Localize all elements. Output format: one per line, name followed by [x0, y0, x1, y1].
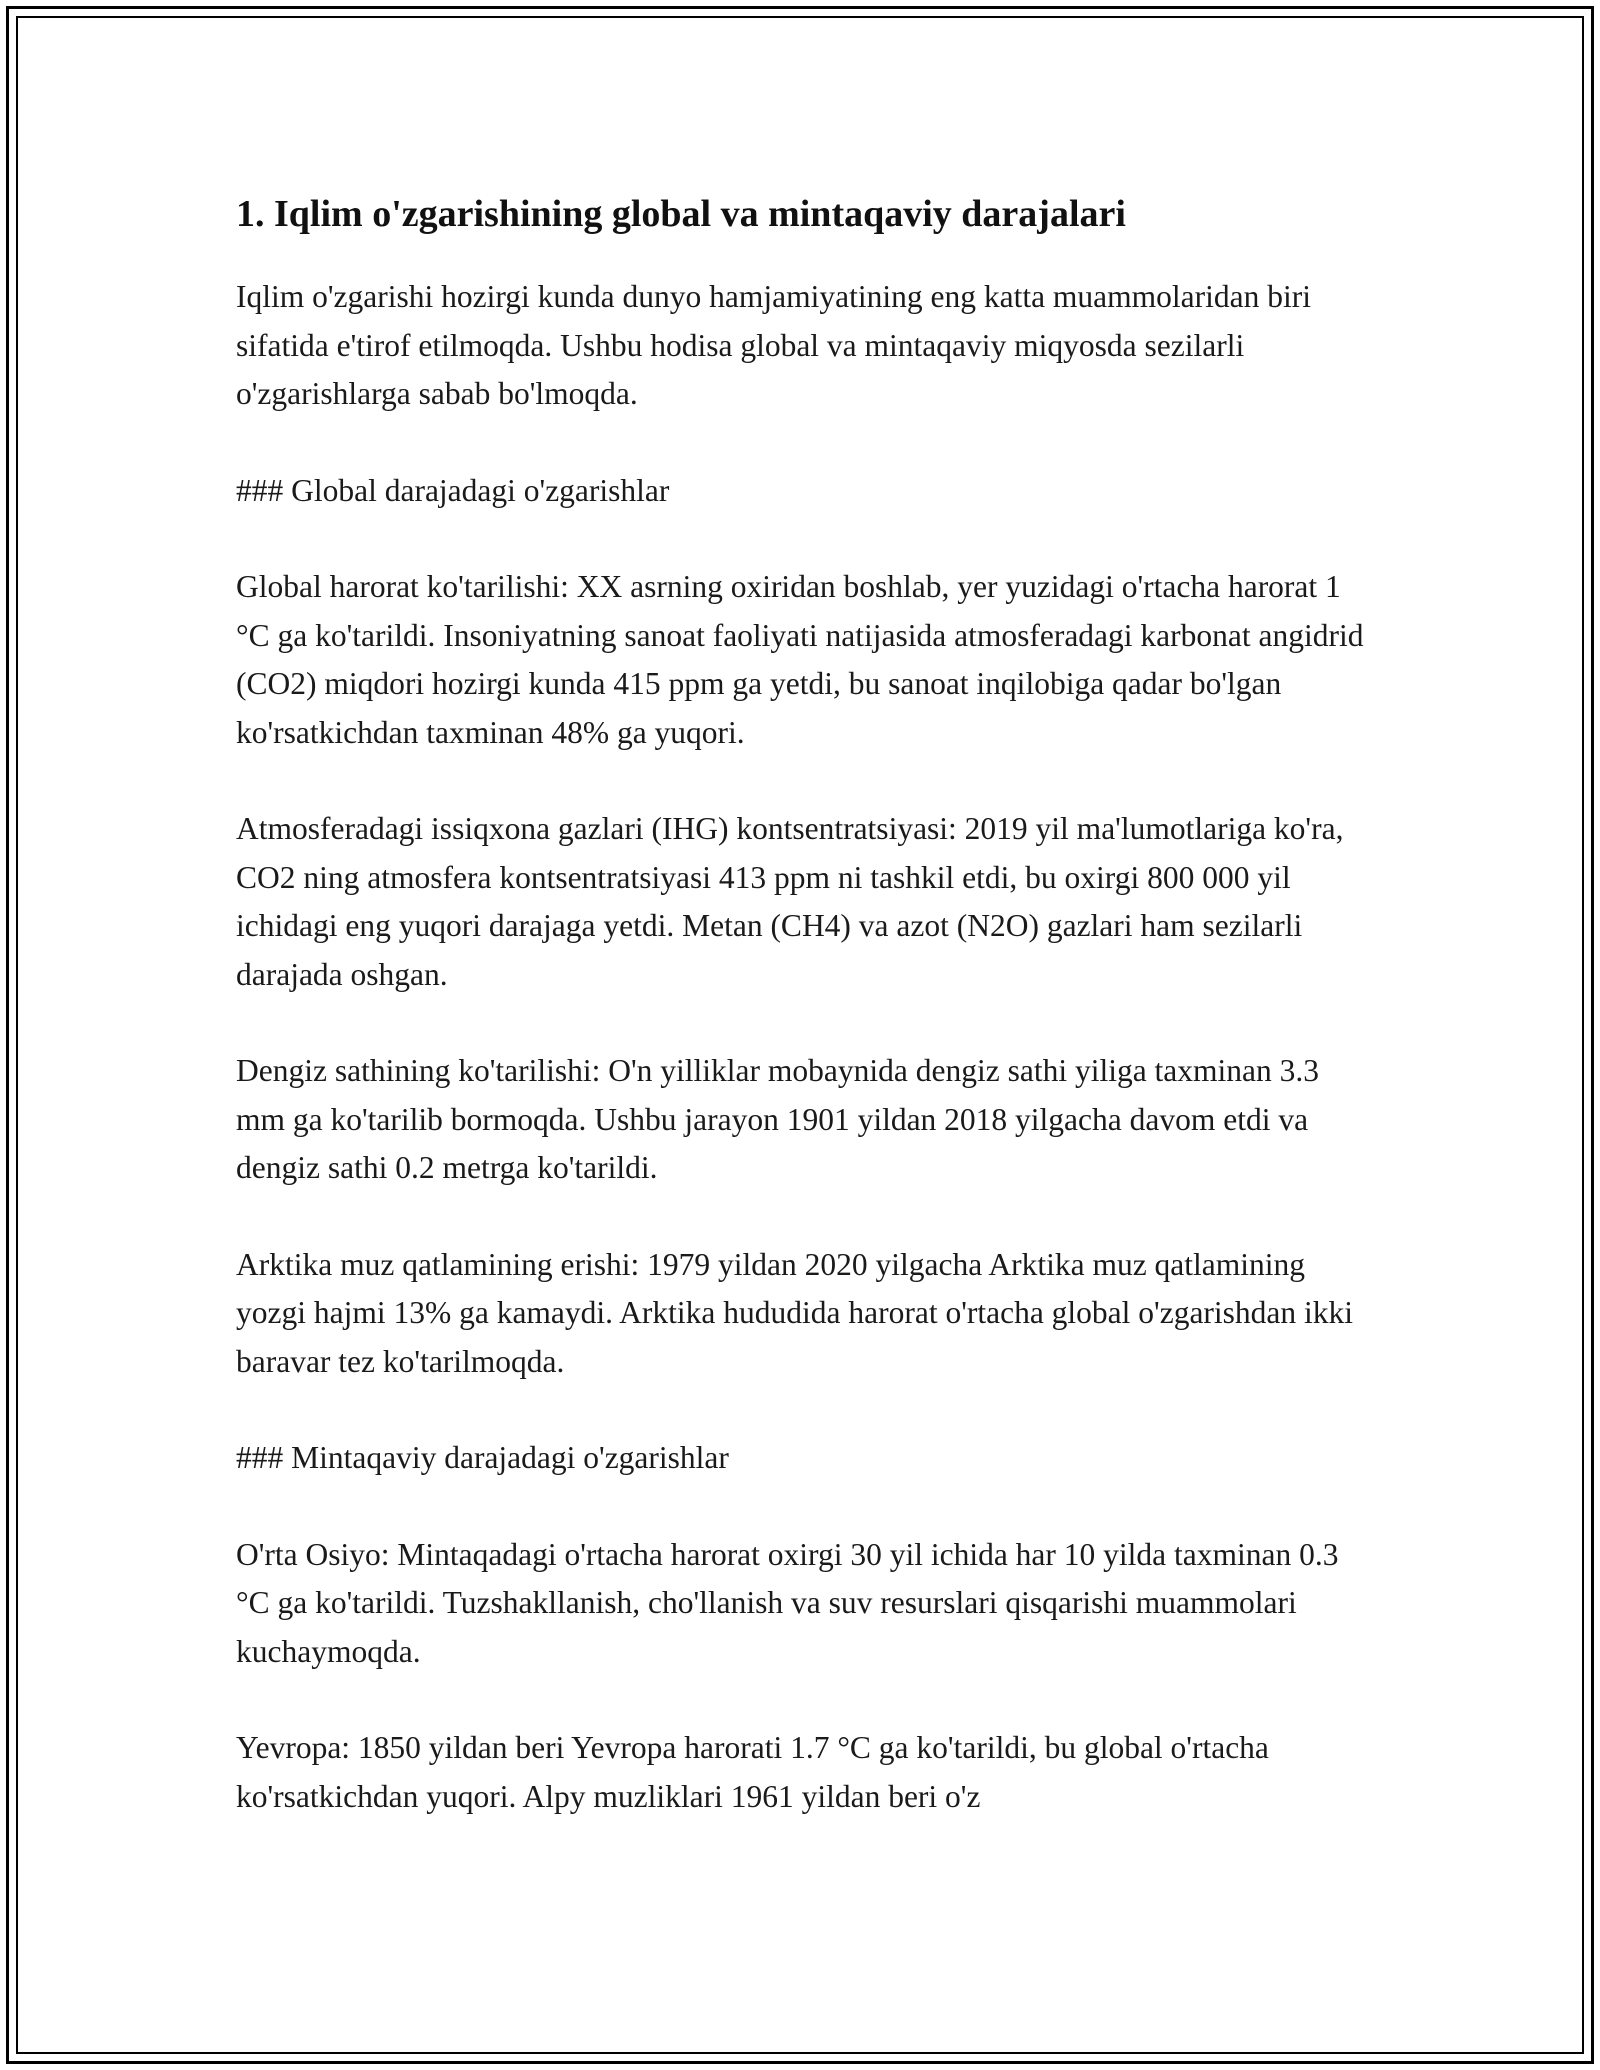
- global-temperature-paragraph: Global harorat ko'tarilishi: XX asrning oxiridan boshlab, yer yuzidagi o'rtacha harorat 1 °C ga ko'tarildi. Insoniyatning sanoat faoliyati natijasida atmosferadagi karbonat angidrid (CO2) miqdori hozirgi kunda 415 ppm ga yetdi, bu sanoat inqilobiga qadar bo'lgan ko'rsatkichdan taxminan 48% ga yuqori.: [236, 569, 1364, 750]
- arctic-ice-paragraph: Arktika muz qatlamining erishi: 1979 yildan 2020 yilgacha Arktika muz qatlamining yozgi hajmi 13% ga kamaydi. Arktika hududida harorat o'rtacha global o'zgarishdan ikki baravar tez ko'tarilmoqda.: [236, 1246, 1354, 1379]
- document-title: 1. Iqlim o'zgarishining global va mintaqaviy darajalari: [236, 193, 1126, 235]
- greenhouse-gases-paragraph: Atmosferadagi issiqxona gazlari (IHG) kontsentratsiyasi: 2019 yil ma'lumotlariga ko'ra, CO2 ning atmosfera kontsentratsiyasi 413 ppm ni tashkil etdi, bu oxirgi 800 000 yil ichidagi eng yuqori darajaga yetdi. Metan (CH4) va azot (N2O) gazlari ham sezilarli darajada oshgan.: [236, 811, 1344, 992]
- global-changes-heading: ### Global darajadagi o'zgarishlar: [236, 472, 670, 508]
- intro-paragraph: Iqlim o'zgarishi hozirgi kunda dunyo hamjamiyatining eng katta muammolaridan biri sifatida e'tirof etilmoqda. Ushbu hodisa global va mintaqaviy miqyosda sezilarli o'zgarishlarga sabab bo'lmoqda.: [236, 279, 1311, 411]
- sea-level-paragraph: Dengiz sathining ko'tarilishi: O'n yilliklar mobaynida dengiz sathi yiliga taxminan 3.3 mm ga ko'tarilib bormoqda. Ushbu jarayon 1901 yildan 2018 yilgacha davom etdi va dengiz sathi 0.2 metrga ko'tarildi.: [236, 1053, 1320, 1185]
- europe-paragraph: Yevropa: 1850 yildan beri Yevropa harorati 1.7 °C ga ko'tarildi, bu global o'rtacha ko'rsatkichdan yuqori. Alpy muzliklari 1961 yildan beri o'z: [236, 1730, 1269, 1814]
- central-asia-paragraph: O'rta Osiyo: Mintaqadagi o'rtacha harorat oxirgi 30 yil ichida har 10 yilda taxminan 0.3 °C ga ko'tarildi. Tuzshakllanish, cho'llanish va suv resurslari qisqarishi muammolari kuchaymoqda.: [236, 1536, 1339, 1669]
- document-body: [236, 183, 1366, 1821]
- regional-changes-heading: ### Mintaqaviy darajadagi o'zgarishlar: [236, 1440, 729, 1475]
